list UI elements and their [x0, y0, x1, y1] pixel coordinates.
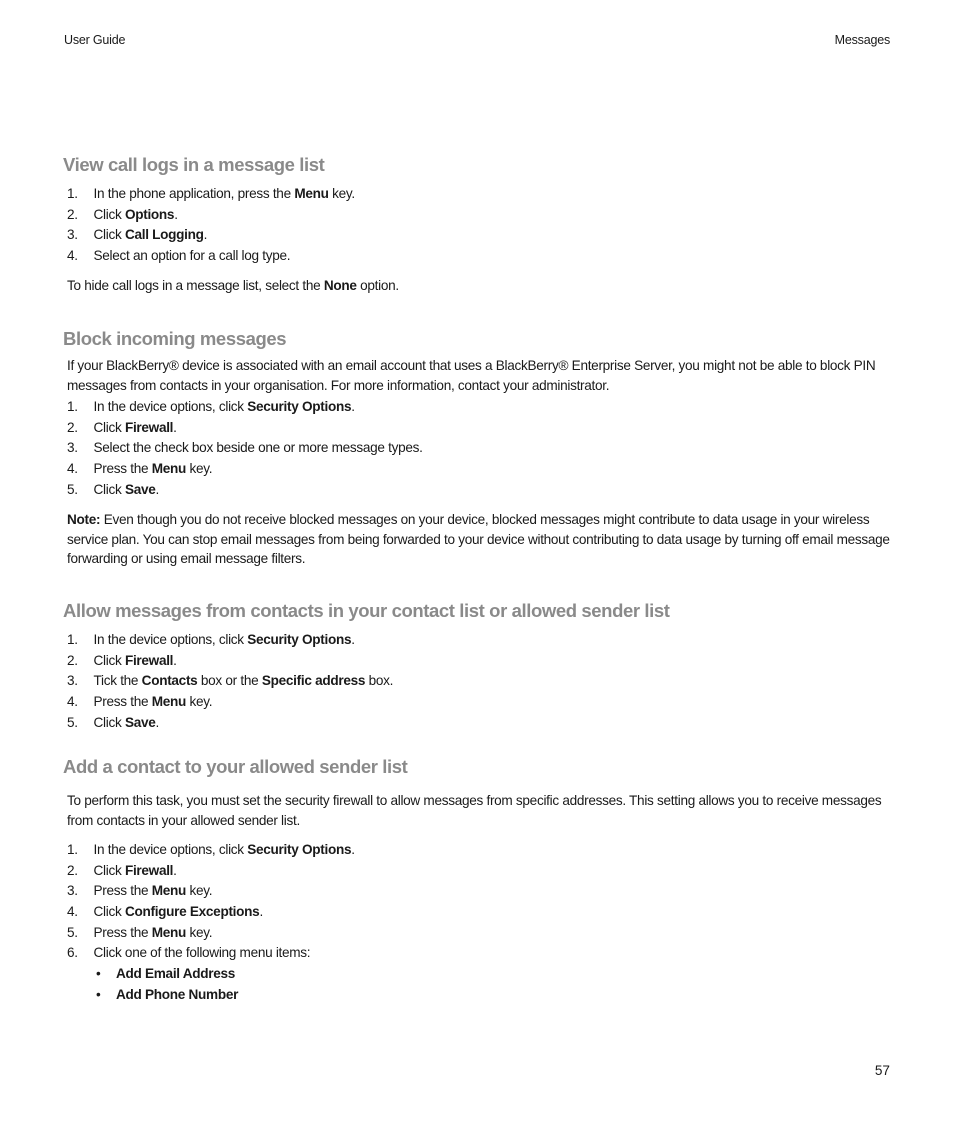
text-run: In the phone application, press the: [93, 186, 295, 201]
text-run: key.: [186, 694, 213, 710]
bold-term: Firewall: [124, 862, 174, 878]
text-run: .: [351, 632, 355, 647]
bold-term: Specific address: [261, 673, 366, 689]
step-number: 3.: [67, 440, 78, 456]
menu-item-bullets: [96, 964, 238, 1005]
step-item: [67, 902, 355, 923]
text-run: Click: [93, 862, 125, 878]
bullet-label: Add Email Address: [116, 966, 236, 981]
bold-term: Security Options: [247, 632, 352, 647]
step-number: 1.: [67, 632, 78, 647]
step-number: 4.: [67, 904, 78, 920]
step-item: [67, 438, 423, 459]
step-item: [67, 205, 355, 226]
note-data-usage: [67, 510, 897, 569]
step-item: [67, 692, 393, 713]
bold-term: Note:: [67, 512, 101, 527]
step-item: [67, 943, 355, 964]
bullet-label: Add Phone Number: [116, 986, 239, 1002]
paragraph-hide-call-logs: [67, 276, 897, 296]
step-item: [67, 671, 393, 692]
text-run: .: [155, 481, 159, 497]
bold-term: Menu: [294, 186, 329, 201]
paragraph-add-contact-intro: [67, 791, 897, 830]
step-number: 1.: [67, 842, 78, 857]
step-number: 5.: [67, 714, 78, 730]
step-number: 1.: [67, 186, 78, 201]
text-run: key.: [186, 461, 213, 477]
bold-term: Configure Exceptions: [124, 904, 260, 920]
steps-allow-messages: [67, 630, 393, 733]
step-number: 2.: [67, 862, 78, 878]
step-number: 2.: [67, 652, 78, 668]
bold-term: Menu: [151, 883, 186, 899]
bold-term: Firewall: [124, 652, 174, 668]
step-number: 3.: [67, 227, 78, 243]
step-item: [67, 713, 393, 734]
text-run: Even though you do not receive blocked messages on your device, blocked messages might contribute to data usage in your wireless service plan. You can stop email messages from being forwarded to your device without contributing to data usage by turning off email message forwarding or using email message filters.: [67, 512, 890, 567]
step-number: 4.: [67, 461, 78, 477]
text-run: key.: [186, 924, 213, 940]
text-run: Select an option for a call log type.: [93, 248, 291, 264]
text-run: box or the: [197, 673, 262, 689]
step-number: 2.: [67, 419, 78, 435]
section-heading-block-incoming: Block incoming messages: [63, 328, 287, 349]
step-item: [67, 881, 355, 902]
step-item: [67, 651, 393, 672]
step-number: 4.: [67, 694, 78, 710]
step-item: [67, 480, 423, 501]
text-run: In the device options, click: [93, 842, 248, 857]
bold-term: Contacts: [141, 673, 198, 689]
page-number: 57: [874, 1063, 890, 1078]
steps-view-call-logs: [67, 184, 355, 267]
bold-term: Security Options: [247, 842, 352, 857]
bold-term: Security Options: [247, 399, 352, 414]
bold-term: Menu: [151, 694, 186, 710]
text-run: Click: [93, 904, 125, 920]
step-item: [67, 630, 393, 651]
text-run: Click: [93, 206, 125, 222]
bold-term: Call Logging: [124, 227, 204, 243]
text-run: Click: [93, 652, 125, 668]
text-run: key.: [186, 883, 213, 899]
step-item: [67, 861, 355, 882]
step-number: 1.: [67, 399, 78, 414]
text-run: Click: [93, 419, 125, 435]
section-heading-add-contact: Add a contact to your allowed sender list: [63, 756, 408, 777]
text-run: Click: [93, 714, 125, 730]
text-run: In the device options, click: [93, 399, 248, 414]
text-run: .: [351, 842, 355, 857]
text-run: Press the: [93, 924, 152, 940]
text-run: .: [173, 652, 177, 668]
step-number: 3.: [67, 673, 78, 689]
text-run: .: [203, 227, 208, 243]
step-number: 2.: [67, 206, 78, 222]
bold-term: Options: [124, 206, 175, 222]
step-number: 3.: [67, 883, 78, 899]
bullet-item: [96, 964, 238, 985]
running-header-section: Messages: [834, 33, 890, 47]
text-run: Tick the: [93, 673, 142, 689]
step-item: [67, 397, 423, 418]
text-run: In the device options, click: [93, 632, 248, 647]
text-run: Click: [93, 227, 125, 243]
text-run: key.: [328, 186, 355, 201]
text-run: .: [259, 904, 263, 920]
steps-block-incoming: [67, 397, 423, 500]
section-heading-allow-messages: Allow messages from contacts in your contact list or allowed sender list: [63, 600, 670, 621]
text-run: To hide call logs in a message list, select the: [67, 278, 324, 293]
step-item: [67, 184, 355, 205]
text-run: .: [351, 399, 355, 414]
text-run: .: [173, 862, 177, 878]
bold-term: Menu: [151, 461, 186, 477]
step-item: [67, 246, 355, 267]
text-run: box.: [365, 673, 394, 689]
bold-term: Firewall: [124, 419, 174, 435]
text-run: To perform this task, you must set the security firewall to allow messages from specific addresses. This setting allows you to receive messages from contacts in your allowed sender list.: [67, 793, 882, 828]
bold-term: Save: [124, 714, 156, 730]
running-header-title: User Guide: [64, 33, 126, 47]
bold-term: Save: [124, 481, 156, 497]
text-run: .: [173, 419, 177, 435]
step-number: 6.: [67, 945, 78, 961]
step-item: [67, 840, 355, 861]
step-item: [67, 418, 423, 439]
bullet-icon: •: [96, 966, 101, 981]
bold-term: None: [323, 278, 357, 293]
bullet-item: [96, 985, 238, 1006]
step-number: 4.: [67, 248, 78, 264]
text-run: If your BlackBerry® device is associated with an email account that uses a BlackBerry® Enterprise Server, you might not be able to block PIN messages from contacts in your organisation. For more information, contact your administrator.: [67, 358, 876, 393]
text-run: .: [174, 206, 178, 222]
text-run: Press the: [93, 883, 152, 899]
text-run: Press the: [93, 461, 152, 477]
step-item: [67, 225, 355, 246]
bold-term: Menu: [151, 924, 186, 940]
paragraph-block-intro: [67, 356, 897, 395]
bullet-icon: •: [96, 986, 101, 1002]
text-run: Click: [93, 481, 125, 497]
step-number: 5.: [67, 924, 78, 940]
section-heading-view-call-logs: View call logs in a message list: [63, 154, 325, 175]
step-number: 5.: [67, 481, 78, 497]
text-run: Select the check box beside one or more message types.: [93, 440, 423, 456]
step-item: [67, 923, 355, 944]
step-item: [67, 459, 423, 480]
steps-add-contact: [67, 840, 355, 964]
text-run: Click one of the following menu items:: [93, 945, 311, 961]
text-run: option.: [356, 278, 399, 293]
text-run: .: [155, 714, 159, 730]
text-run: Press the: [93, 694, 152, 710]
